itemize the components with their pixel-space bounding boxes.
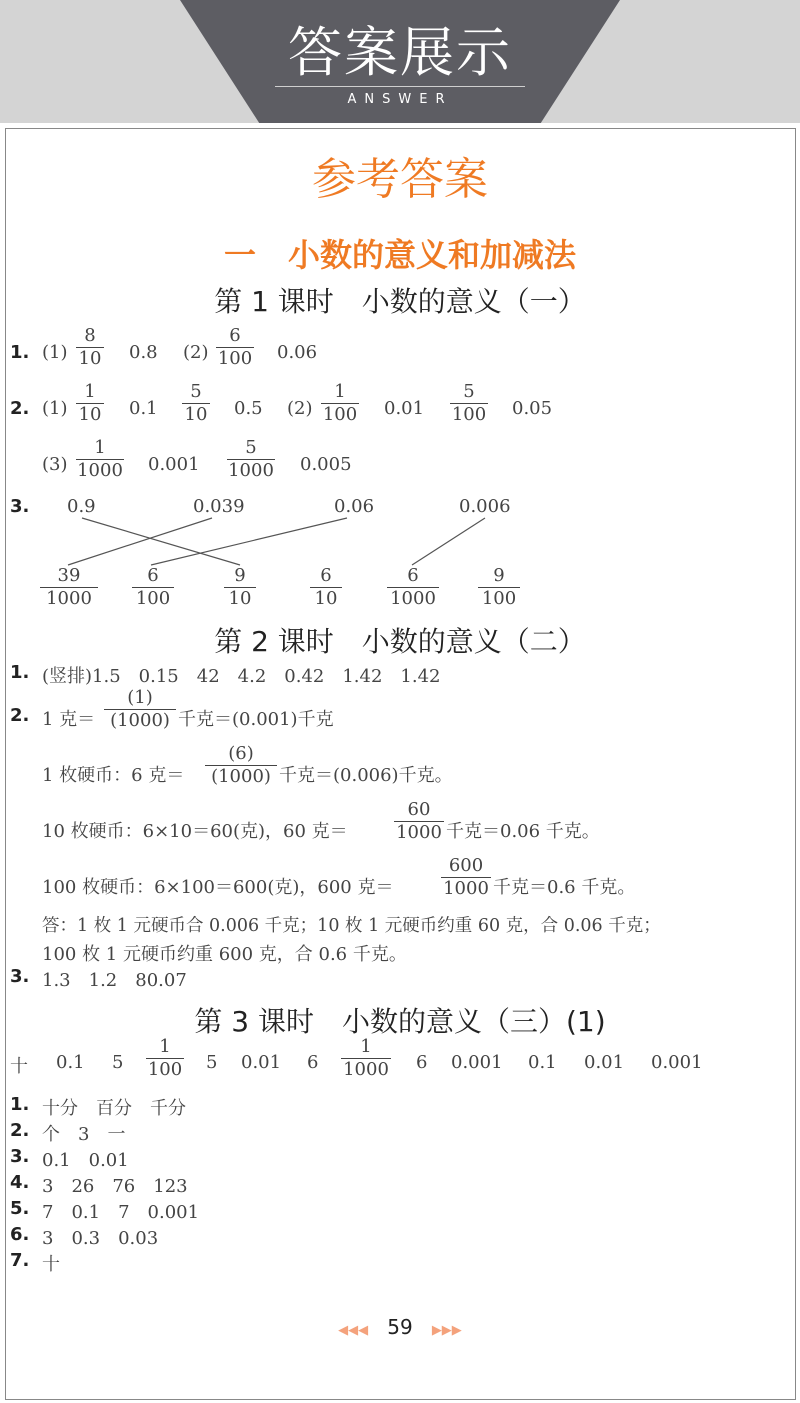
l1-q2-part: (1): [42, 398, 68, 419]
fraction: $\frac{5}{10}$: [182, 381, 210, 426]
match-line: [151, 518, 347, 565]
fraction: $\frac{5}{100}$: [451, 381, 487, 425]
lesson-1-title: 第 1 课时 小数的意义（一）: [214, 285, 586, 318]
page-title: 参考答案: [312, 154, 488, 205]
l3-item-text: 个 3 一: [42, 1124, 126, 1145]
l3-row-value: 十: [10, 1056, 28, 1077]
fraction: $\frac{(6)}{(1000)}$: [205, 743, 277, 788]
l2-answer-line-1: 答：1 枚 1 元硬币合 0.006 千克；10 枚 1 元硬币约重 60 克，合 0.06 千克；: [42, 916, 661, 936]
l2-q2-text: 1 克＝: [42, 709, 96, 730]
l3-item-text: 3 26 76 123: [42, 1176, 188, 1197]
l3-row-value: 5: [112, 1052, 124, 1073]
l3-item-number: 3.: [10, 1146, 30, 1167]
l3-row-value: 0.001: [451, 1052, 503, 1073]
l3-row-value: 6: [307, 1052, 319, 1073]
l2-q1-text: (竖排)1.5 0.15 42 4.2 0.42 1.42 1.42: [42, 666, 441, 687]
l3-item-text: 0.1 0.01: [42, 1150, 129, 1171]
header-subtitle: ANSWER: [347, 92, 453, 107]
l1-q3-number: 3.: [10, 496, 30, 517]
match-bottom-fraction: $\frac{6}{1000}$: [387, 565, 439, 610]
fraction: $\frac{1}{1000}$: [77, 437, 123, 481]
l2-q2-text: 千克＝0.06 千克。: [446, 821, 600, 842]
fraction: $\frac{8}{10}$: [76, 325, 104, 370]
l1-q2-value: 0.5: [234, 398, 263, 419]
l1-q2-number: 2.: [10, 398, 30, 419]
l2-q3-number: 3.: [10, 966, 30, 987]
fraction: $\frac{600}{1000}$: [441, 855, 491, 900]
l1-q2-value: 0.005: [300, 454, 352, 475]
l3-row-value: 0.1: [528, 1052, 557, 1073]
l2-q2-text: 10 枚硬币：6×10＝60(克)，60 克＝: [42, 821, 348, 842]
l1-q1-part: (2): [183, 342, 209, 363]
l2-q1-number: 1.: [10, 662, 30, 683]
l1-q2-part: (3): [42, 454, 68, 475]
l1-q1-value: 0.8: [129, 342, 158, 363]
l1-q2-value: 0.05: [512, 398, 553, 419]
lesson-2-title: 第 2 课时 小数的意义（二）: [214, 625, 586, 658]
l3-row-value: 0.1: [56, 1052, 85, 1073]
l3-row-value: 0.01: [584, 1052, 625, 1073]
l3-item-number: 7.: [10, 1250, 30, 1271]
chapter-title: 一 小数的意义和加减法: [223, 236, 576, 274]
l3-item-number: 1.: [10, 1094, 30, 1115]
fraction: $\frac{60}{1000}$: [394, 799, 444, 844]
l1-q2-value: 0.001: [148, 454, 200, 475]
l3-row-value: 6: [416, 1052, 428, 1073]
left-arrows-icon: ◀◀◀: [338, 1323, 369, 1338]
l1-q1-value: 0.06: [277, 342, 318, 363]
page-footer: [0, 1315, 800, 1339]
l3-row-value: 5: [206, 1052, 218, 1073]
match-line: [68, 518, 212, 565]
page-number: 59: [387, 1315, 413, 1339]
header-title: 答案展示: [288, 21, 512, 84]
l2-q2-text: 千克＝(0.001)千克: [178, 709, 334, 730]
match-line: [412, 518, 485, 565]
l3-row-value: 0.001: [651, 1052, 703, 1073]
l3-item-text: 十: [42, 1254, 60, 1275]
l1-q2-part: (2): [287, 398, 313, 419]
l2-q2-text: 100 枚硬币：6×100＝600(克)，600 克＝: [42, 877, 394, 898]
match-bottom-fraction: $\frac{9}{100}$: [478, 565, 520, 610]
l2-q2-text: 千克＝(0.006)千克。: [279, 765, 453, 786]
fraction: $\frac{1}{1000}$: [341, 1036, 391, 1081]
l1-q2-value: 0.1: [129, 398, 158, 419]
match-top-value: 0.006: [459, 496, 511, 517]
match-bottom-fraction: $\frac{39}{1000}$: [40, 565, 98, 610]
fraction: $\frac{6}{100}$: [217, 325, 253, 369]
l3-item-text: 3 0.3 0.03: [42, 1228, 159, 1249]
l3-item-number: 5.: [10, 1198, 30, 1219]
right-arrows-icon: ▶▶▶: [431, 1323, 462, 1338]
match-top-value: 0.039: [193, 496, 245, 517]
fraction: $\frac{1}{100}$: [147, 1036, 183, 1080]
fraction: $\frac{(1)}{(1000)}$: [104, 687, 176, 732]
l3-item-text: 7 0.1 7 0.001: [42, 1202, 200, 1223]
l3-item-number: 6.: [10, 1224, 30, 1245]
l3-row-value: 0.01: [241, 1052, 282, 1073]
l2-q2-text: 千克＝0.6 千克。: [493, 877, 636, 898]
l1-q1-number: 1.: [10, 342, 30, 363]
fraction: $\frac{1}{10}$: [76, 381, 104, 426]
match-bottom-fraction: $\frac{6}{100}$: [132, 565, 174, 610]
l3-item-number: 2.: [10, 1120, 30, 1141]
match-line: [82, 518, 240, 565]
l1-q2-value: 0.01: [384, 398, 425, 419]
l2-q2-text: 1 枚硬币：6 克＝: [42, 765, 185, 786]
l3-item-text: 十分 百分 千分: [42, 1098, 186, 1119]
match-top-value: 0.06: [334, 496, 375, 517]
lesson-3-title: 第 3 课时 小数的意义（三）(1): [194, 1005, 606, 1038]
l2-answer-line-2: 100 枚 1 元硬币约重 600 克，合 0.6 千克。: [42, 944, 407, 965]
l2-q2-number: 2.: [10, 705, 30, 726]
match-top-value: 0.9: [67, 496, 96, 517]
match-bottom-fraction: $\frac{9}{10}$: [224, 565, 256, 610]
fraction: $\frac{5}{1000}$: [228, 437, 274, 481]
l2-q3-text: 1.3 1.2 80.07: [42, 970, 187, 991]
match-bottom-fraction: $\frac{6}{10}$: [310, 565, 342, 610]
fraction: $\frac{1}{100}$: [322, 381, 358, 425]
l3-item-number: 4.: [10, 1172, 30, 1193]
l1-q1-part: (1): [42, 342, 68, 363]
